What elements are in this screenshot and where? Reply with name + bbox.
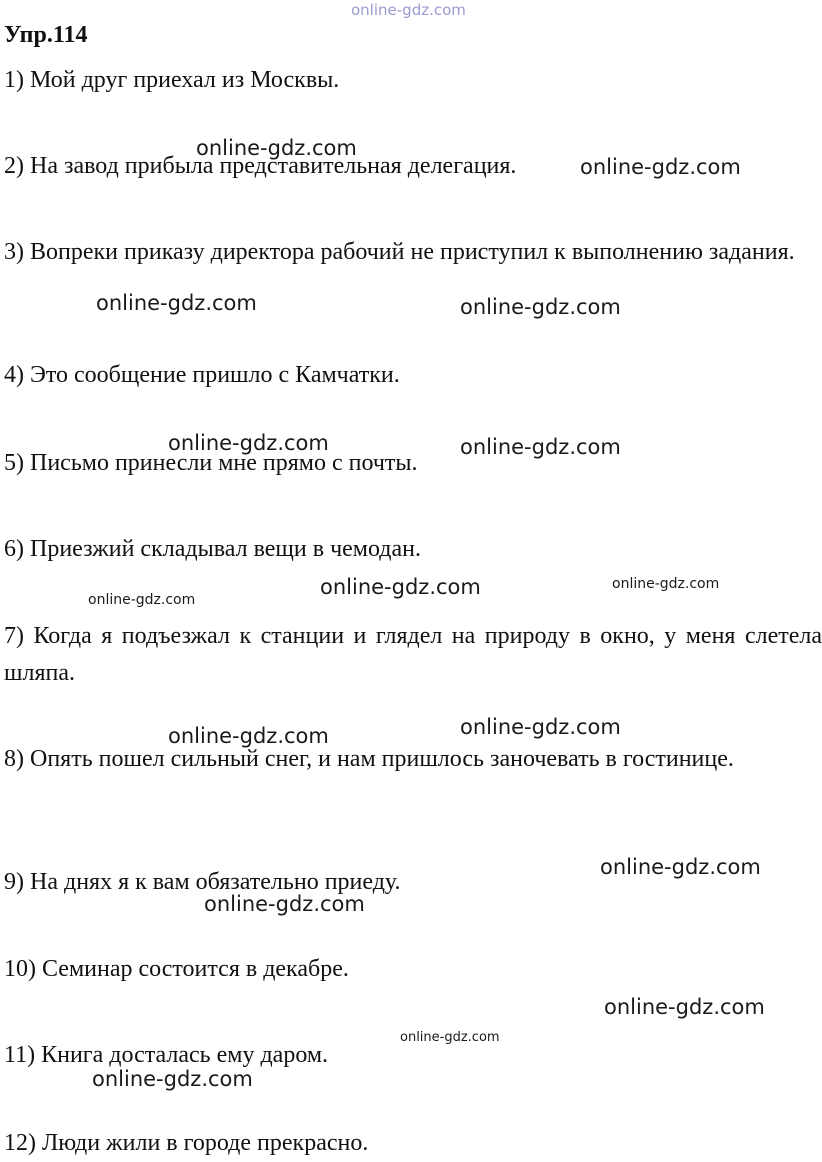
- watermark: online-gdz.com: [204, 892, 365, 916]
- sentence-6: 6) Приезжий складывал вещи в чемодан.: [4, 536, 421, 562]
- watermark: online-gdz.com: [460, 295, 621, 319]
- watermark: online-gdz.com: [460, 435, 621, 459]
- watermark: online-gdz.com: [460, 715, 621, 739]
- watermark: online-gdz.com: [600, 855, 761, 879]
- sentence-9: 9) На днях я к вам обязательно приеду.: [4, 869, 401, 895]
- page-title: Упр.114: [4, 22, 88, 48]
- sentence-12: 12) Люди жили в городе прекрасно.: [4, 1130, 369, 1156]
- sentence-10: 10) Семинар состоится в декабре.: [4, 956, 349, 982]
- sentence-7: 7) Когда я подъезжал к станции и глядел на природу в окно, у меня слетела шляпа.: [4, 623, 822, 686]
- watermark: online-gdz.com: [196, 136, 357, 160]
- watermark: online-gdz.com: [96, 291, 257, 315]
- sentence-8: 8) Опять пошел сильный снег, и нам пришлось заночевать в гостинице.: [4, 746, 734, 772]
- watermark: online-gdz.com: [92, 1067, 253, 1091]
- sentence-3: 3) Вопреки приказу директора рабочий не приступил к выполнению задания.: [4, 239, 795, 265]
- sentence-2: 2) На завод прибыла представительная делегация.: [4, 153, 517, 179]
- sentence-4: 4) Это сообщение пришло с Камчатки.: [4, 362, 400, 388]
- watermark: online-gdz.com: [168, 724, 329, 748]
- watermark: online-gdz.com: [604, 995, 765, 1019]
- sentence-1: 1) Мой друг приехал из Москвы.: [4, 67, 340, 93]
- watermark: online-gdz.com: [400, 1030, 500, 1045]
- sentence-5: 5) Письмо принесли мне прямо с почты.: [4, 450, 418, 476]
- watermark: online-gdz.com: [88, 592, 196, 608]
- sentence-11: 11) Книга досталась ему даром.: [4, 1042, 329, 1068]
- watermark: online-gdz.com: [612, 576, 720, 592]
- watermark: online-gdz.com: [168, 431, 329, 455]
- watermark-top: online-gdz.com: [351, 1, 466, 19]
- watermark: online-gdz.com: [580, 155, 741, 179]
- watermark: online-gdz.com: [320, 575, 481, 599]
